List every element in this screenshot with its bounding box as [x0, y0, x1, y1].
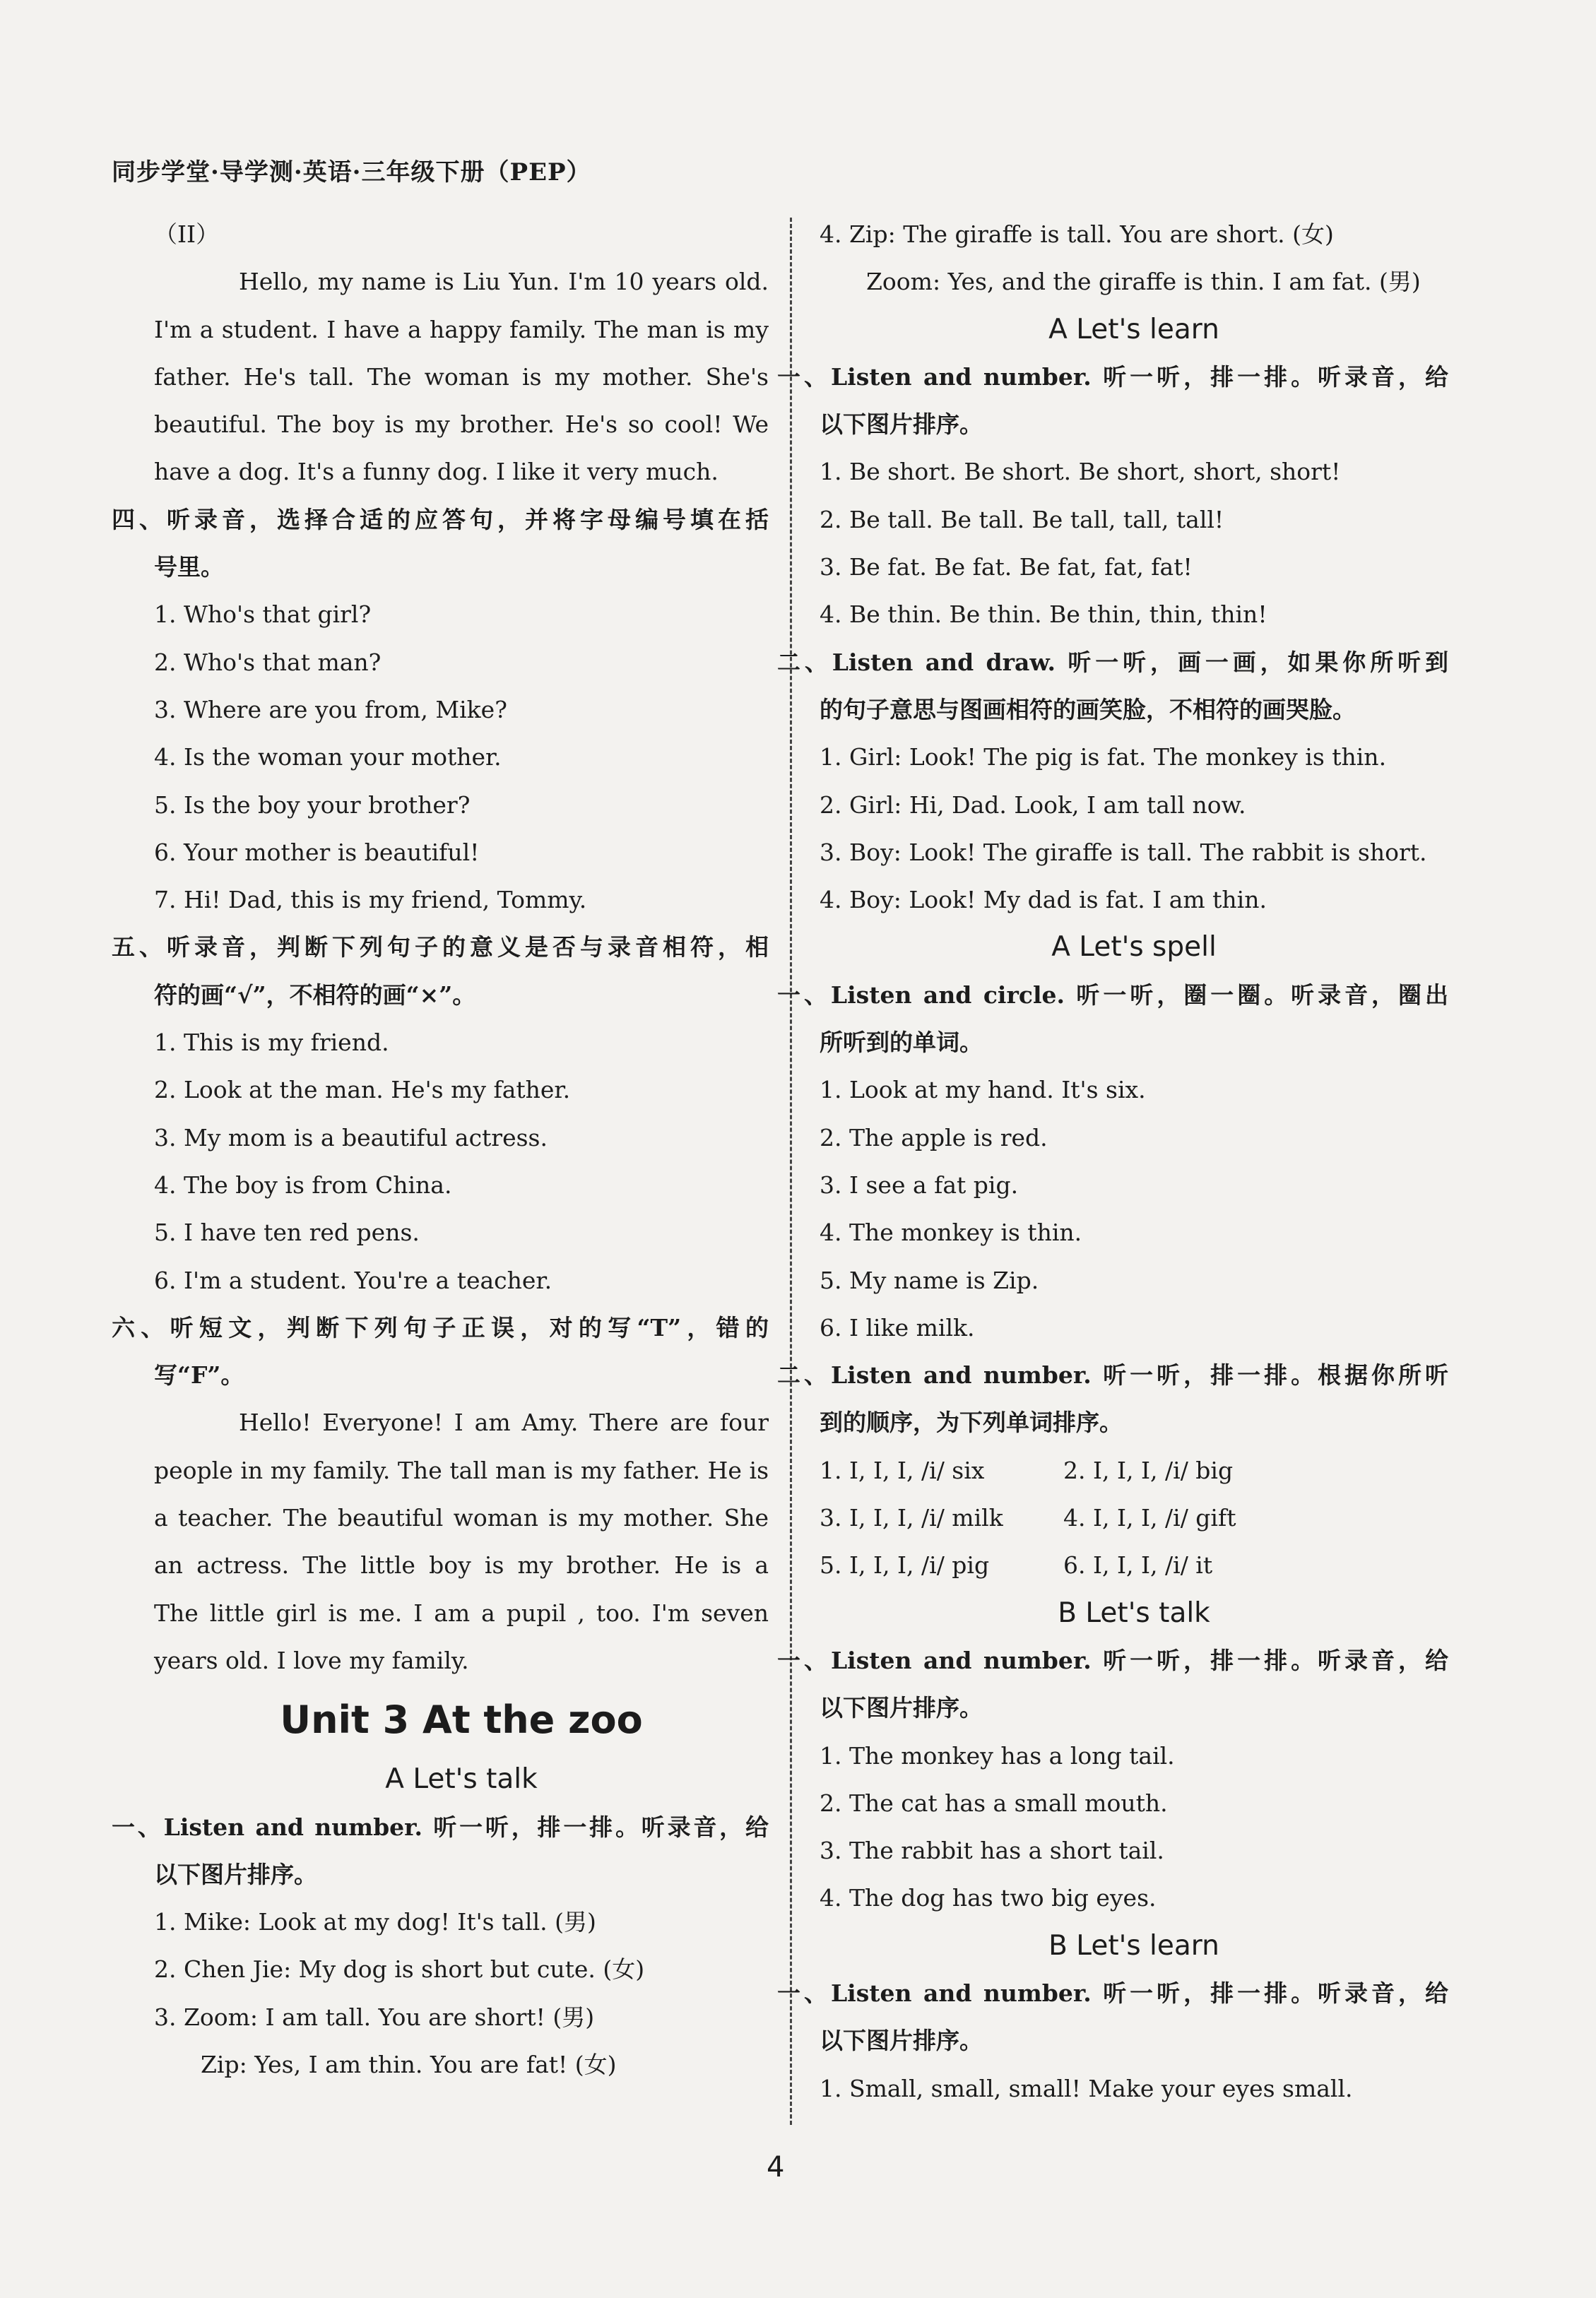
text-line: 6. Your mother is beautiful!	[154, 838, 480, 866]
question-instruction: 六、听短文，判断下列句子正误，对的写“T”，错的	[112, 1313, 769, 1342]
question-instruction: 以下图片排序。	[820, 2027, 983, 2055]
text-line: 6. I like milk.	[820, 1313, 975, 1342]
word-item: 5. I, I, I, /i/ pig	[820, 1551, 990, 1580]
text-line: The little girl is me. I am a pupil , too. I'm seven	[154, 1599, 769, 1627]
text-line: 2. The apple is red.	[820, 1123, 1048, 1151]
text-line: 4. Boy: Look! My dad is fat. I am thin.	[820, 886, 1267, 914]
text-line: years old. I love my family.	[154, 1646, 469, 1674]
question-instruction: 的句子意思与图画相符的画笑脸，不相符的画哭脸。	[820, 695, 1356, 723]
text-line: Zip: Yes, I am thin. You are fat! (女)	[201, 2050, 617, 2078]
text-line: 2. Look at the man. He's my father.	[154, 1076, 571, 1104]
word-item: 3. I, I, I, /i/ milk	[820, 1504, 1003, 1532]
question-instruction: 五、听录音，判断下列句子的意义是否与录音相符，相	[112, 933, 769, 961]
text-line: 4. Zip: The giraffe is tall. You are short. (女)	[820, 220, 1334, 248]
text-line: 1. Small, small, small! Make your eyes small.	[820, 2074, 1353, 2102]
text-line: 1. The monkey has a long tail.	[820, 1741, 1175, 1770]
question-instruction: 所听到的单词。	[820, 1029, 983, 1057]
text-line: 5. My name is Zip.	[820, 1266, 1039, 1294]
unit-title: Unit 3 At the zoo	[280, 1698, 643, 1743]
text-line: 4. Be thin. Be thin. Be thin, thin, thin!	[820, 600, 1267, 629]
text-line: 2. Girl: Hi, Dad. Look, I am tall now.	[820, 790, 1246, 819]
question-instruction: 符的画“√”，不相符的画“×”。	[154, 981, 476, 1009]
text-line: Zoom: Yes, and the giraffe is thin. I am fat. (男)	[866, 268, 1421, 296]
question-instruction: 号里。	[154, 553, 224, 581]
text-line: 3. I see a fat pig.	[820, 1171, 1019, 1199]
section-heading: A Let's spell	[1051, 931, 1217, 964]
text-line: a teacher. The beautiful woman is my mother. She	[154, 1504, 769, 1532]
text-line: 6. I'm a student. You're a teacher.	[154, 1266, 552, 1294]
text-line: Hello! Everyone! I am Amy. There are four	[239, 1409, 769, 1437]
text-line: 1. This is my friend.	[154, 1029, 389, 1057]
text-line: 7. Hi! Dad, this is my friend, Tommy.	[154, 886, 587, 914]
question-instruction: 到的顺序，为下列单词排序。	[820, 1409, 1123, 1437]
text-line: 2. The cat has a small mouth.	[820, 1789, 1168, 1817]
right-column	[777, 211, 1448, 2112]
text-line: 5. I have ten red pens.	[154, 1219, 420, 1247]
text-line: 1. Look at my hand. It's six.	[820, 1076, 1146, 1104]
text-line: people in my family. The tall man is my father. He is	[154, 1456, 769, 1484]
text-line: beautiful. The boy is my brother. He's so cool! We	[154, 410, 769, 439]
question-instruction: 一、Listen and number. 听一听，排一排。听录音，给	[112, 1813, 769, 1841]
text-line: 3. My mom is a beautiful actress.	[154, 1123, 548, 1151]
text-line: 3. Where are you from, Mike?	[154, 695, 507, 723]
text-line: 2. Be tall. Be tall. Be tall, tall, tall!	[820, 505, 1224, 533]
column-divider	[790, 218, 792, 2125]
word-item: 6. I, I, I, /i/ it	[1063, 1551, 1213, 1580]
word-pair-line	[820, 1541, 1448, 1589]
page-number: 4	[767, 2151, 785, 2184]
text-line: an actress. The little boy is my brother. He is a	[154, 1551, 769, 1580]
text-line: 3. Zoom: I am tall. You are short! (男)	[154, 2003, 595, 2031]
text-line: 4. The monkey is thin.	[820, 1219, 1082, 1247]
question-instruction: 以下图片排序。	[820, 1694, 983, 1722]
section-heading: A Let's learn	[1048, 313, 1219, 345]
question-instruction: 二、Listen and draw. 听一听，画一画，如果你所听到	[777, 648, 1448, 676]
question-instruction: 二、Listen and number. 听一听，排一排。根据你所听	[777, 1361, 1448, 1390]
text-line: 3. Boy: Look! The giraffe is tall. The rabbit is short.	[820, 838, 1427, 866]
section-heading: A Let's talk	[385, 1763, 538, 1796]
word-pair-line	[820, 1447, 1448, 1494]
question-instruction: 一、Listen and number. 听一听，排一排。听录音，给	[777, 362, 1448, 391]
text-line: 1. Who's that girl?	[154, 600, 372, 629]
word-pair-line	[820, 1494, 1448, 1541]
text-line: 1. Be short. Be short. Be short, short, short!	[820, 458, 1341, 486]
text-line: 1. Girl: Look! The pig is fat. The monkey is thin.	[820, 743, 1387, 771]
text-line: 4. The boy is from China.	[154, 1171, 452, 1199]
question-instruction: 四、听录音，选择合适的应答句，并将字母编号填在括	[112, 505, 769, 533]
text-line: 2. Chen Jie: My dog is short but cute. (女)	[154, 1955, 645, 1984]
text-line: father. He's tall. The woman is my mother. She's	[154, 362, 769, 391]
question-instruction: 一、Listen and number. 听一听，排一排。听录音，给	[777, 1646, 1448, 1674]
question-instruction: 以下图片排序。	[154, 1860, 317, 1888]
text-line: I'm a student. I have a happy family. The man is my	[154, 315, 769, 343]
page-header: 同步学堂·导学测·英语·三年级下册（PEP）	[112, 158, 591, 186]
question-instruction: 以下图片排序。	[820, 410, 983, 439]
text-line: （II）	[154, 220, 220, 248]
text-line: 1. Mike: Look at my dog! It's tall. (男)	[154, 1908, 596, 1936]
text-line: 4. The dog has two big eyes.	[820, 1884, 1157, 1912]
left-column	[112, 211, 769, 2088]
text-line: 2. Who's that man?	[154, 648, 382, 676]
question-instruction: 写“F”。	[154, 1361, 244, 1390]
word-item: 4. I, I, I, /i/ gift	[1063, 1504, 1236, 1532]
section-heading: B Let's talk	[1058, 1597, 1210, 1629]
text-line: 3. Be fat. Be fat. Be fat, fat, fat!	[820, 553, 1193, 581]
text-line: Hello, my name is Liu Yun. I'm 10 years old.	[239, 268, 769, 296]
text-line: 4. Is the woman your mother.	[154, 743, 502, 771]
question-instruction: 一、Listen and circle. 听一听，圈一圈。听录音，圈出	[777, 981, 1448, 1009]
section-heading: B Let's learn	[1048, 1929, 1219, 1962]
word-item: 1. I, I, I, /i/ six	[820, 1456, 985, 1484]
text-line: have a dog. It's a funny dog. I like it very much.	[154, 458, 719, 486]
word-item: 2. I, I, I, /i/ big	[1063, 1456, 1234, 1484]
question-instruction: 一、Listen and number. 听一听，排一排。听录音，给	[777, 1979, 1448, 2007]
text-line: 3. The rabbit has a short tail.	[820, 1837, 1164, 1865]
text-line: 5. Is the boy your brother?	[154, 790, 471, 819]
